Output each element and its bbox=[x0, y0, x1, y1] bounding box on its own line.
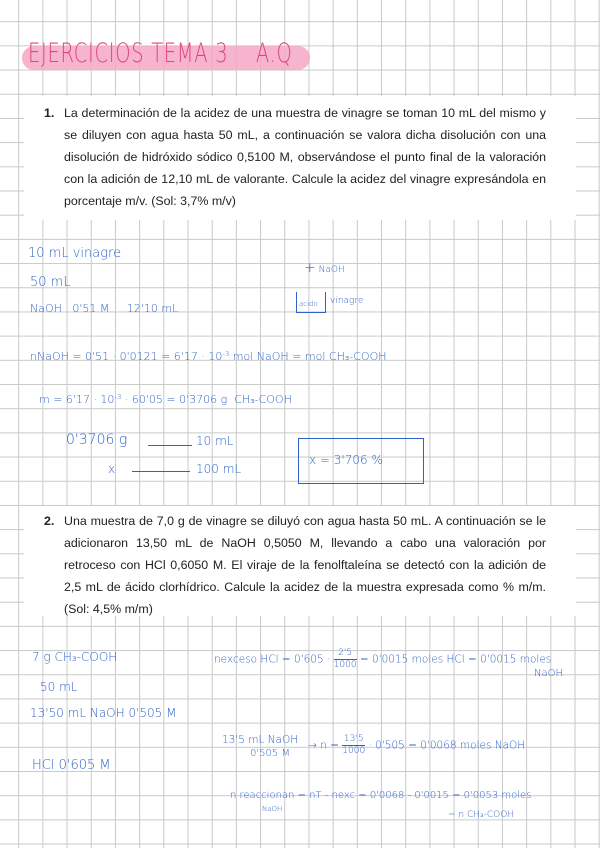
naoh-frac-den: 1000 bbox=[342, 746, 366, 756]
calc1-exponent: -3 bbox=[222, 350, 230, 358]
excess-part-a: nexceso HCl = 0'605 · bbox=[214, 653, 331, 666]
sol2-naoh-conc: 0'505 M bbox=[250, 748, 291, 759]
sol1-data-dilution: 50 mL bbox=[30, 275, 71, 290]
exercise-number: 2. bbox=[44, 514, 55, 528]
calc2-exponent: -3 bbox=[114, 393, 122, 401]
sol1-data-naoh: NaOH 0'51 M 12'10 mL bbox=[30, 302, 179, 315]
sol2-data-hcl: HCl 0'605 M bbox=[32, 758, 111, 773]
exercise-card-2 bbox=[24, 506, 576, 616]
sketch-beaker-label: acido bbox=[299, 300, 318, 308]
sol2-data-naoh: 13'50 mL NaOH 0'505 M bbox=[30, 706, 177, 720]
sol2-excess bbox=[214, 648, 551, 671]
exercise-statement: La determinación de la acidez de una muestra de vinagre se toman 10 mL del mismo y se diluyen con agua hasta 50 mL, a continuación se valora dicha disolución con una disolución de hidróxido sódico 0,5100 M, observándose el punto final de la valoración con la adición de 12,10 mL de valorante. Calcule la acidez del vinagre expresándola en porcentaje m/v. (Sol: 3,7% m/v) bbox=[64, 106, 546, 208]
plus-icon: + bbox=[304, 260, 316, 276]
excess-part-b: = 0'0015 moles HCl = 0'0015 moles bbox=[359, 653, 552, 666]
sol2-reacted: n reaccionan = nT - nexc = 0'0068 - 0'0015 = 0'0053 moles bbox=[230, 790, 532, 801]
excess-frac-den: 1000 bbox=[333, 660, 357, 670]
result-value: x = 3'706 % bbox=[309, 453, 383, 467]
sol1-data-volume: 10 mL vinagre bbox=[28, 246, 122, 261]
result-box bbox=[298, 438, 424, 484]
naoh-frac-num: 13'5 bbox=[343, 734, 364, 744]
exercise-statement: Una muestra de 7,0 g de vinagre se diluyó con agua hasta 50 mL. A continuación se le adicionaron 13,50 mL de NaOH 0,5050 M, llevando a cabo una valoración por retroceso con HCl 0,6050 M. El viraje de la fenolftaleína se detectó con la adición de 2,5 mL de ácido clorhídrico. Calcule la acidez de la muestra expresada como % m/m. (Sol: 4,5% m/m) bbox=[64, 514, 546, 616]
calc1-part-b: mol NaOH = mol CH₃-COOH bbox=[229, 350, 387, 363]
sol2-reacted-sub: NaOH bbox=[262, 805, 283, 813]
sol2-excess-naoh: NaOH bbox=[534, 668, 563, 679]
sol2-naoh-calc bbox=[308, 734, 525, 757]
sol1-calc-moles bbox=[30, 350, 387, 363]
sol2-data-mass: 7 g CH₃-COOH bbox=[32, 650, 118, 664]
calc1-part-a: nNaOH = 0'51 · 0'0121 = 6'17 · 10 bbox=[30, 350, 223, 363]
naoh-arrow: → n = bbox=[308, 739, 339, 752]
calc2-part-b: · 60'05 = 0'3706 g CH₃-COOH bbox=[121, 393, 292, 406]
prop-unknown: x bbox=[108, 462, 116, 476]
sol1-calc-mass bbox=[32, 380, 292, 406]
sketch-side-label: vinagre bbox=[330, 296, 364, 306]
prop-line-2 bbox=[132, 471, 190, 472]
naoh-fraction bbox=[342, 734, 365, 757]
prop-mass: 0'3706 g bbox=[66, 432, 128, 448]
exercise-card-1 bbox=[24, 96, 576, 220]
calc2-part-a: m = 6'17 · 10 bbox=[39, 393, 115, 406]
page-title: EJERCICIOS TEMA 3 A.Q bbox=[28, 38, 293, 69]
prop-volume-1: 10 mL bbox=[196, 434, 234, 448]
prop-volume-2: 100 mL bbox=[196, 462, 242, 476]
prop-line-1 bbox=[148, 445, 192, 446]
sol2-naoh-amount: 13'5 mL NaOH bbox=[222, 734, 299, 746]
naoh-part-c: · 0'505 = 0'0068 moles NaOH bbox=[368, 739, 526, 752]
sketch-burette-label bbox=[304, 260, 345, 276]
exercise-number: 1. bbox=[44, 106, 55, 120]
excess-frac-num: 2'5 bbox=[334, 648, 357, 660]
sketch-top-label: NaOH bbox=[318, 265, 345, 275]
sol2-data-dilution: 50 mL bbox=[40, 680, 78, 694]
sol2-reacted-equals: = n CH₃-COOH bbox=[448, 810, 515, 820]
sketch-beaker bbox=[296, 292, 326, 313]
excess-fraction bbox=[334, 648, 357, 671]
